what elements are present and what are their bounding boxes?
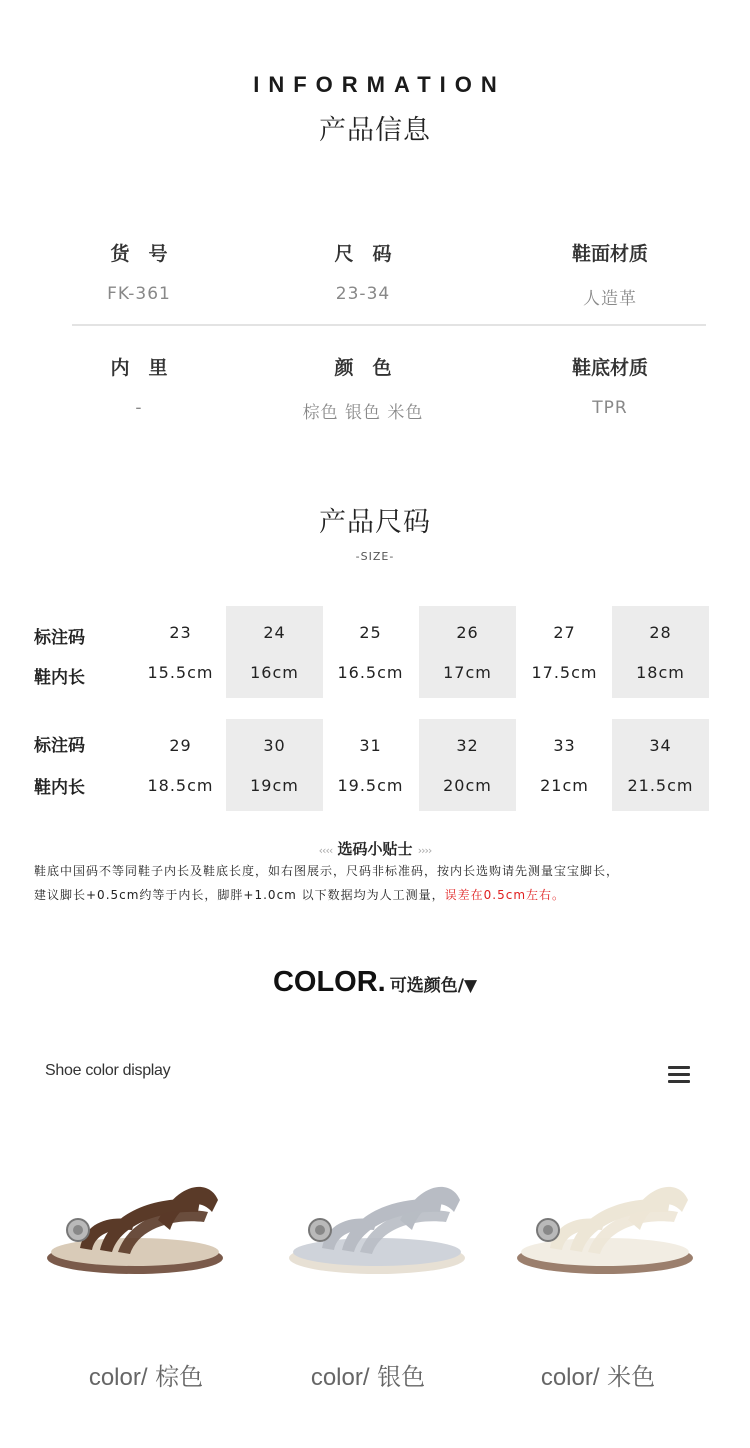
sandal-shape [543,1225,553,1235]
item-no-label: 货 号 [110,243,168,265]
size-value: 27 [553,623,576,642]
upper-material-value: 人造革 [583,289,637,309]
size-table-1 [0,606,750,698]
lining-label: 内 里 [110,357,168,379]
size-value: 28 [649,623,672,642]
length-value: 17cm [443,663,492,682]
size-value: 32 [456,736,479,755]
hamburger-menu-icon[interactable] [668,1066,690,1084]
size-value: 26 [456,623,479,642]
info-title-cn: 产品信息 [319,115,431,146]
size-column [419,606,516,698]
size-column [322,719,419,811]
color-title-en: COLOR. [272,966,386,998]
size-column [516,606,613,698]
sole-material-label: 鞋底材质 [571,357,648,379]
tips-line-2: 建议脚长+0.5cm约等于内长，脚胖+1.0cm 以下数据均为人工测量，误差在0.5cm左右。 [34,888,566,902]
size-column [226,606,323,698]
tips-arrows-right: ›››› [417,844,432,857]
color-title [0,966,750,999]
sandal-shape [315,1225,325,1235]
length-value: 16.5cm [337,663,404,682]
tips-title [0,838,750,859]
beige-sandal-image [510,1160,700,1290]
size-table-2 [0,719,750,811]
length-value: 19cm [250,776,299,795]
size-value: 24 [263,623,286,642]
size-column [132,606,229,698]
length-value: 20cm [443,776,492,795]
lining-value: - [135,398,143,418]
size-column [612,719,709,811]
color-caption-beige: color/ 米色 [540,1363,656,1391]
size-title-en: -SIZE- [355,550,395,563]
length-value: 21cm [540,776,589,795]
length-value: 21.5cm [627,776,694,795]
size-value: 29 [169,736,192,755]
size-value: 30 [263,736,286,755]
size-row-label: 标注码 [34,628,85,648]
item-no-value: FK-361 [107,284,171,304]
info-divider [72,324,706,326]
color-title-cn: 可选颜色/▼ [389,976,478,996]
silver-sandal-image [282,1160,472,1290]
length-value: 18.5cm [147,776,214,795]
length-row-label: 鞋内长 [34,668,85,688]
color-label: 颜 色 [334,357,392,379]
length-row-label: 鞋内长 [34,778,85,798]
length-value: 15.5cm [147,663,214,682]
size-range-value: 23-34 [335,284,391,304]
size-column [322,606,419,698]
size-value: 34 [649,736,672,755]
length-value: 18cm [636,663,685,682]
size-column [419,719,516,811]
upper-material-label: 鞋面材质 [571,243,648,265]
info-title-en: INFORMATION [253,72,506,97]
size-value: 31 [359,736,382,755]
tips-arrows-left: ‹‹‹‹ [318,844,333,857]
sole-material-value: TPR [592,398,628,418]
size-row-label: 标注码 [34,736,85,756]
color-value: 棕色 银色 米色 [302,403,424,423]
size-column [516,719,613,811]
tips-title-text: 选码小贴士 [337,840,413,858]
length-value: 16cm [250,663,299,682]
sandal-shape [73,1225,83,1235]
tips-line-1: 鞋底中国码不等同鞋子内长及鞋底长度，如右图展示，尺码非标准码，按内长选购请先测量宝宝脚长， [34,864,620,878]
length-value: 19.5cm [337,776,404,795]
brown-sandal-image [40,1160,230,1290]
size-range-label: 尺 码 [334,243,392,265]
tips-error-note: 误差在0.5cm左右。 [444,888,566,902]
color-caption-silver: color/ 银色 [310,1363,426,1391]
size-title-cn: 产品尺码 [319,507,431,538]
color-caption-brown: color/ 棕色 [88,1363,204,1391]
length-value: 17.5cm [531,663,598,682]
shoe-color-display-label: Shoe color display [45,1062,171,1079]
size-value: 33 [553,736,576,755]
size-column [612,606,709,698]
size-value: 23 [169,623,192,642]
size-value: 25 [359,623,382,642]
size-column [132,719,229,811]
size-column [226,719,323,811]
